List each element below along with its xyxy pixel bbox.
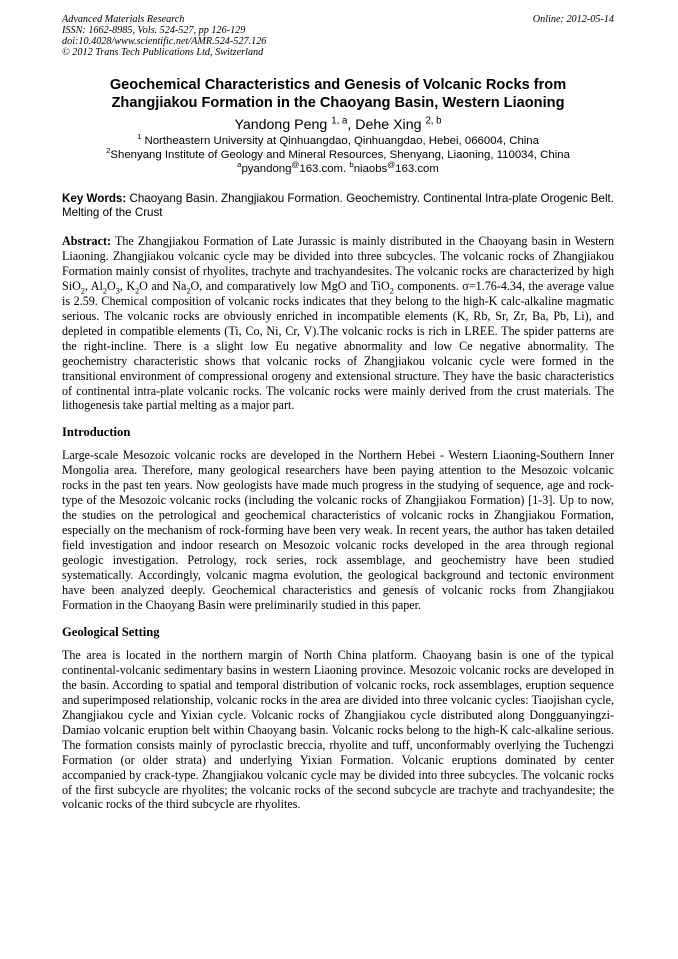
journal-name: Advanced Materials Research [62, 14, 185, 25]
paper-title [62, 76, 614, 112]
subscript: 2 [186, 286, 191, 296]
issn-line: ISSN: 1662-8985, Vols. 524-527, pp 126-129 [62, 25, 246, 36]
email-b-sup: b [349, 160, 354, 170]
affiliation-1-num: 1 [137, 132, 142, 142]
geological-setting-heading: Geological Setting [62, 624, 160, 639]
abstract-text: components. σ=1.76-4.34, the average value is 2.59. Chemical composition of volcanic rocks indicates that they belong to the high-K calc-alkaline magmatic serious. The volcanic rocks are obviously enriched in incompatible elements (K, Rb, Sr, Zr, Ba, Pb, Li), and depleted in compatible elements (Ti, Co, Ni, Cr, V).The volcanic rocks is rich in LREE. The spider patterns are the right-incline. There is a slight low Eu negative abnormality and low Ce negative abnormality. The geochemistry characteristic shows that volcanic rocks of Zhangjiakou volcanic cycle were formed in the transitional environment of compressional orogeny and extensional structure. They have the basic characteristics of continental intra-plate volcanic rocks. The volcanic rocks were mainly derived from the crust materials. The lithogenesis take partial melting as a major part. [62, 278, 614, 413]
email-a-at: @ [291, 160, 300, 170]
copyright-line: © 2012 Trans Tech Publications Ltd, Switzerland [62, 47, 264, 58]
paper-page [62, 14, 614, 812]
keywords [62, 192, 614, 220]
author-2-sup: 2, b [425, 115, 442, 127]
affiliation-1-text: Northeastern University at Qinhuangdao, Qinhuangdao, Hebei, 066004, China [141, 135, 539, 147]
affiliation-1 [62, 134, 614, 148]
keywords-label: Key Words: [62, 192, 127, 205]
online-date: Online: 2012-05-14 [532, 14, 614, 25]
abstract-text: O, and comparatively low MgO and TiO [190, 278, 390, 293]
subscript: 2 [135, 286, 140, 296]
author-1-sup: 1, a [331, 115, 348, 127]
abstract-text: O [106, 278, 116, 293]
subscript: 2 [80, 286, 85, 296]
journal-header [62, 14, 614, 58]
introduction-paragraph: Large-scale Mesozoic volcanic rocks are developed in the Northern Hebei - Western Liaoning-Southern Inner Mongolia area. Therefore, many geological researchers have been paying attention to the Mesozoic volcanic rocks in the past ten years. Now geologists have made much progress in the studying of sequence, age and rock-type of the Mesozoic volcanic rocks (including the volcanic rocks of Zhangjiakou Formation) [1-3]. Up to now, the studies on the petrological and geochemical characteristics of volcanic rocks in Zhangjiakou Formation, especially on the mechanism of rock-forming have been very weak. In recent years, the author has taken detailed field investigation and indoor research on Mesozoic volcanic rocks developed in the area through regional geologic investigation. Petrology, rock series, rock assemblage, and geochemistry have been studied systematically. Accordingly, volcanic magma evolution, the geological background and tectonic environment have been analyzed deeply. Geochemical characteristics and genesis of volcanic rocks from Zhangjiakou Formation in the Chaoyang Basin were preliminarily studied in this paper. [62, 448, 614, 612]
author-emails [62, 162, 614, 176]
email-a-user[interactable]: pyandong [241, 163, 292, 175]
abstract-text: O and Na [139, 278, 187, 293]
author-separator: , [347, 117, 356, 133]
email-b-domain[interactable]: 163.com [395, 163, 439, 175]
abstract-text: , Al [84, 278, 103, 293]
affiliation-2-num: 2 [106, 146, 111, 156]
abstract [62, 234, 614, 413]
affiliation-2 [62, 148, 614, 162]
email-b-user[interactable]: niaobs [353, 163, 388, 175]
subscript: 2 [102, 286, 107, 296]
author-1-name: Yandong Peng [234, 117, 328, 133]
subscript: 2 [389, 286, 394, 296]
introduction-heading: Introduction [62, 425, 131, 440]
author-list [62, 116, 614, 134]
abstract-text: The Zhangjiakou Formation of Late Jurassic is mainly distributed in the Chaoyang basin in Western Liaoning. Zhangjiakou volcanic cycle may be divided into three subcycles. The volcanic rocks of Zhangjiakou Formation mainly consist of rhyolites, trachyte and trachyandesites. The volcanic rocks are characterized by high SiO [62, 234, 614, 293]
email-a-sup: a [237, 160, 242, 170]
keywords-text: Chaoyang Basin. Zhangjiakou Formation. Geochemistry. Continental Intra-plate Orogenic Belt. Melting of the Crust [62, 192, 614, 219]
geological-setting-paragraph: The area is located in the northern margin of North China platform. Chaoyang basin is one of the typical continental-volcanic sedimentary basins in western Liaoning province. Mesozoic volcanic rocks are developed in the basin. According to spatial and temporal distribution of volcanic rocks, rock assemblages, eruption sequence and superimposed relationship, volcanic rocks in the area are divided into three volcanic cycles: Tiaojishan cycle, Zhangjiakou cycle and Yixian cycle. Volcanic rocks of Zhangjiakou cycle distributed along Dongguanyingzi-Damiao volcanic eruption belt within Chaoyang basin. Volcanic rocks belong to the high-K calc-alkaline serious. The formation consists mainly of pyroclastic breccia, rhyolite and tuff, unconformably overlying the Tuchengzi Formation (or older strata) and underlying Yixian Formation. Volcanic eruptions dominated by center accompanied by crack-type. Zhangjiakou volcanic cycle may be divided into three subcycles. The volcanic rocks of the first subcycle are rhyolites; the volcanic rocks of the second subcycle are trachyte and trachyandesite; the volcanic rocks of the third subcycle are rhyolites. [62, 647, 614, 812]
title-line-1: Geochemical Characteristics and Genesis of Volcanic Rocks from [109, 77, 567, 93]
affiliation-2-text: Shenyang Institute of Geology and Mineral Resources, Shenyang, Liaoning, 110034, China [110, 149, 570, 161]
abstract-text: , K [119, 278, 136, 293]
email-b-at: @ [387, 160, 396, 170]
email-a-domain[interactable]: 163.com. [299, 163, 350, 175]
author-2-name: Dehe Xing [355, 117, 422, 133]
subscript: 3 [115, 286, 120, 296]
doi-link[interactable]: doi:10.4028/www.scientific.net/AMR.524-527.126 [62, 36, 267, 47]
abstract-label: Abstract: [62, 234, 112, 248]
title-line-2: Zhangjiakou Formation in the Chaoyang Basin, Western Liaoning [111, 95, 565, 111]
